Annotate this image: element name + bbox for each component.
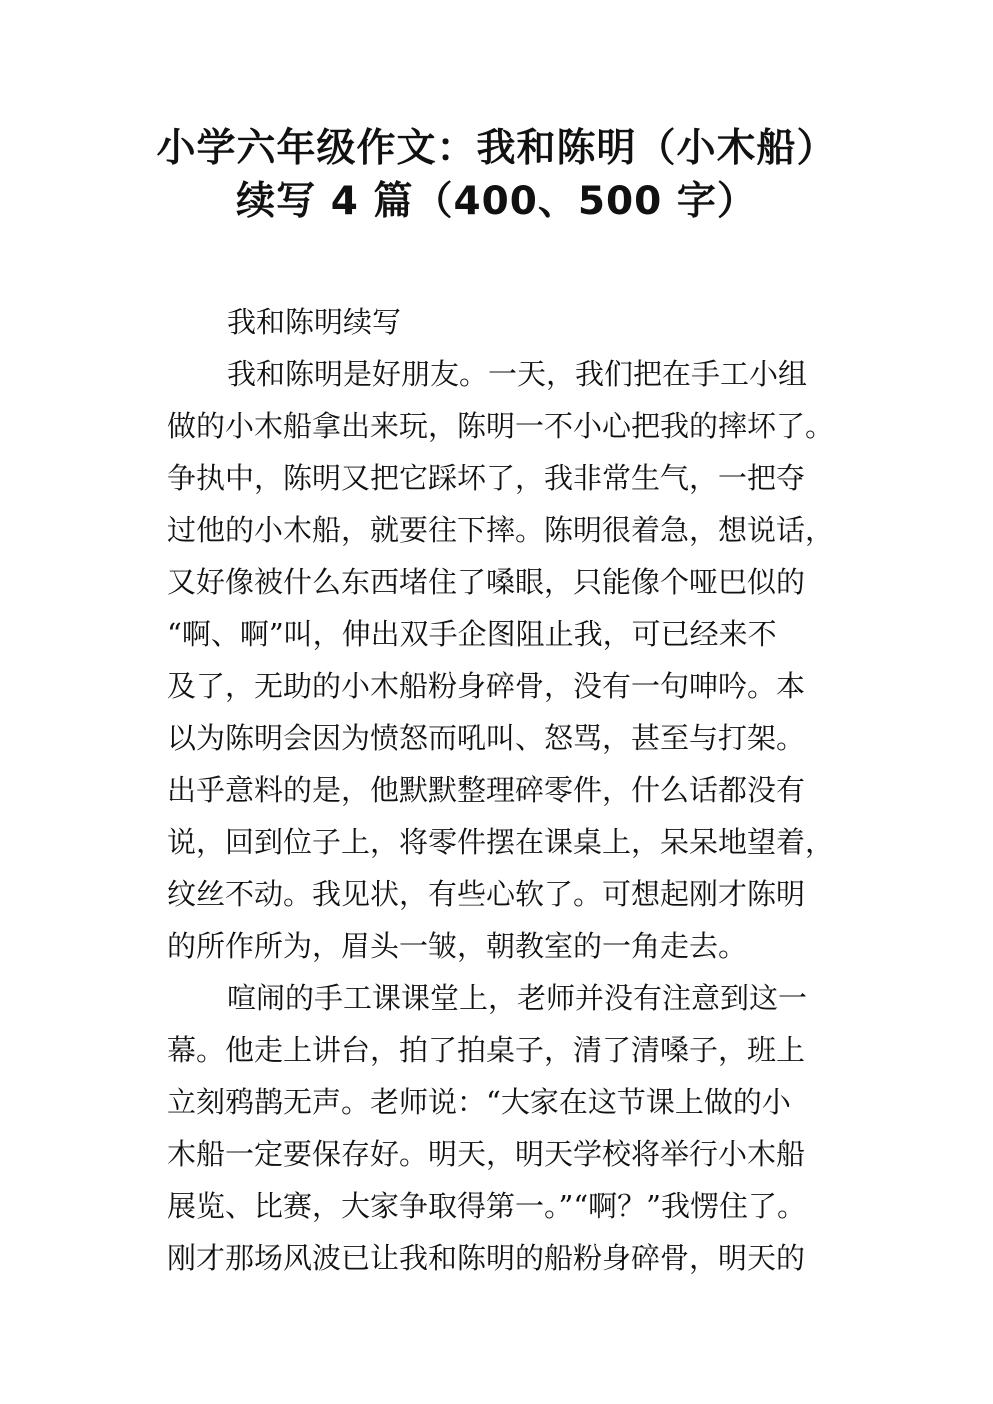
- document-title-line-2: 续写 4 篇（400、500 字）: [236, 179, 757, 224]
- paragraph-line: 说，回到位子上，将零件摆在课桌上，呆呆地望着，: [167, 825, 835, 859]
- paragraph-line: 出乎意料的是，他默默整理碎零件，什么话都没有: [167, 773, 806, 807]
- document-title-line-1: 小学六年级作文：我和陈明（小木船）: [156, 126, 837, 171]
- paragraph-line: 过他的小木船，就要往下摔。陈明很着急，想说话，: [167, 513, 835, 547]
- paragraph-line: 幕。他走上讲台，拍了拍桌子，清了清嗓子，班上: [167, 1033, 806, 1067]
- paragraph-line: 纹丝不动。我见状，有些心软了。可想起刚才陈明: [167, 877, 806, 911]
- paragraph-line: 立刻鸦鹊无声。老师说：“大家在这节课上做的小: [167, 1085, 791, 1119]
- paragraph-line: “啊、啊”叫，伸出双手企图阻止我，可已经来不: [167, 617, 777, 651]
- paragraph-line: 及了，无助的小木船粉身碎骨，没有一句呻吟。本: [167, 669, 806, 703]
- paragraph-line: 争执中，陈明又把它踩坏了，我非常生气，一把夺: [167, 461, 806, 495]
- paragraph-line: 又好像被什么东西堵住了嗓眼，只能像个哑巴似的: [167, 565, 806, 599]
- paragraph-line: 以为陈明会因为愤怒而吼叫、怒骂，甚至与打架。: [167, 721, 806, 755]
- paragraph-line: 我和陈明是好朋友。一天，我们把在手工小组: [227, 357, 808, 391]
- paragraph-line: 木船一定要保存好。明天，明天学校将举行小木船: [167, 1137, 806, 1171]
- paragraph-line: 的所作所为，眉头一皱，朝教室的一角走去。: [167, 929, 748, 963]
- paragraph-line: 刚才那场风波已让我和陈明的船粉身碎骨，明天的: [167, 1241, 806, 1275]
- section-heading: 我和陈明续写: [227, 305, 402, 339]
- paragraph-line: 展览、比赛，大家争取得第一。”“啊？”我愣住了。: [167, 1189, 806, 1223]
- paragraph-line: 做的小木船拿出来玩，陈明一不小心把我的摔坏了。: [167, 409, 835, 443]
- paragraph-line: 喧闹的手工课课堂上，老师并没有注意到这一: [227, 981, 808, 1015]
